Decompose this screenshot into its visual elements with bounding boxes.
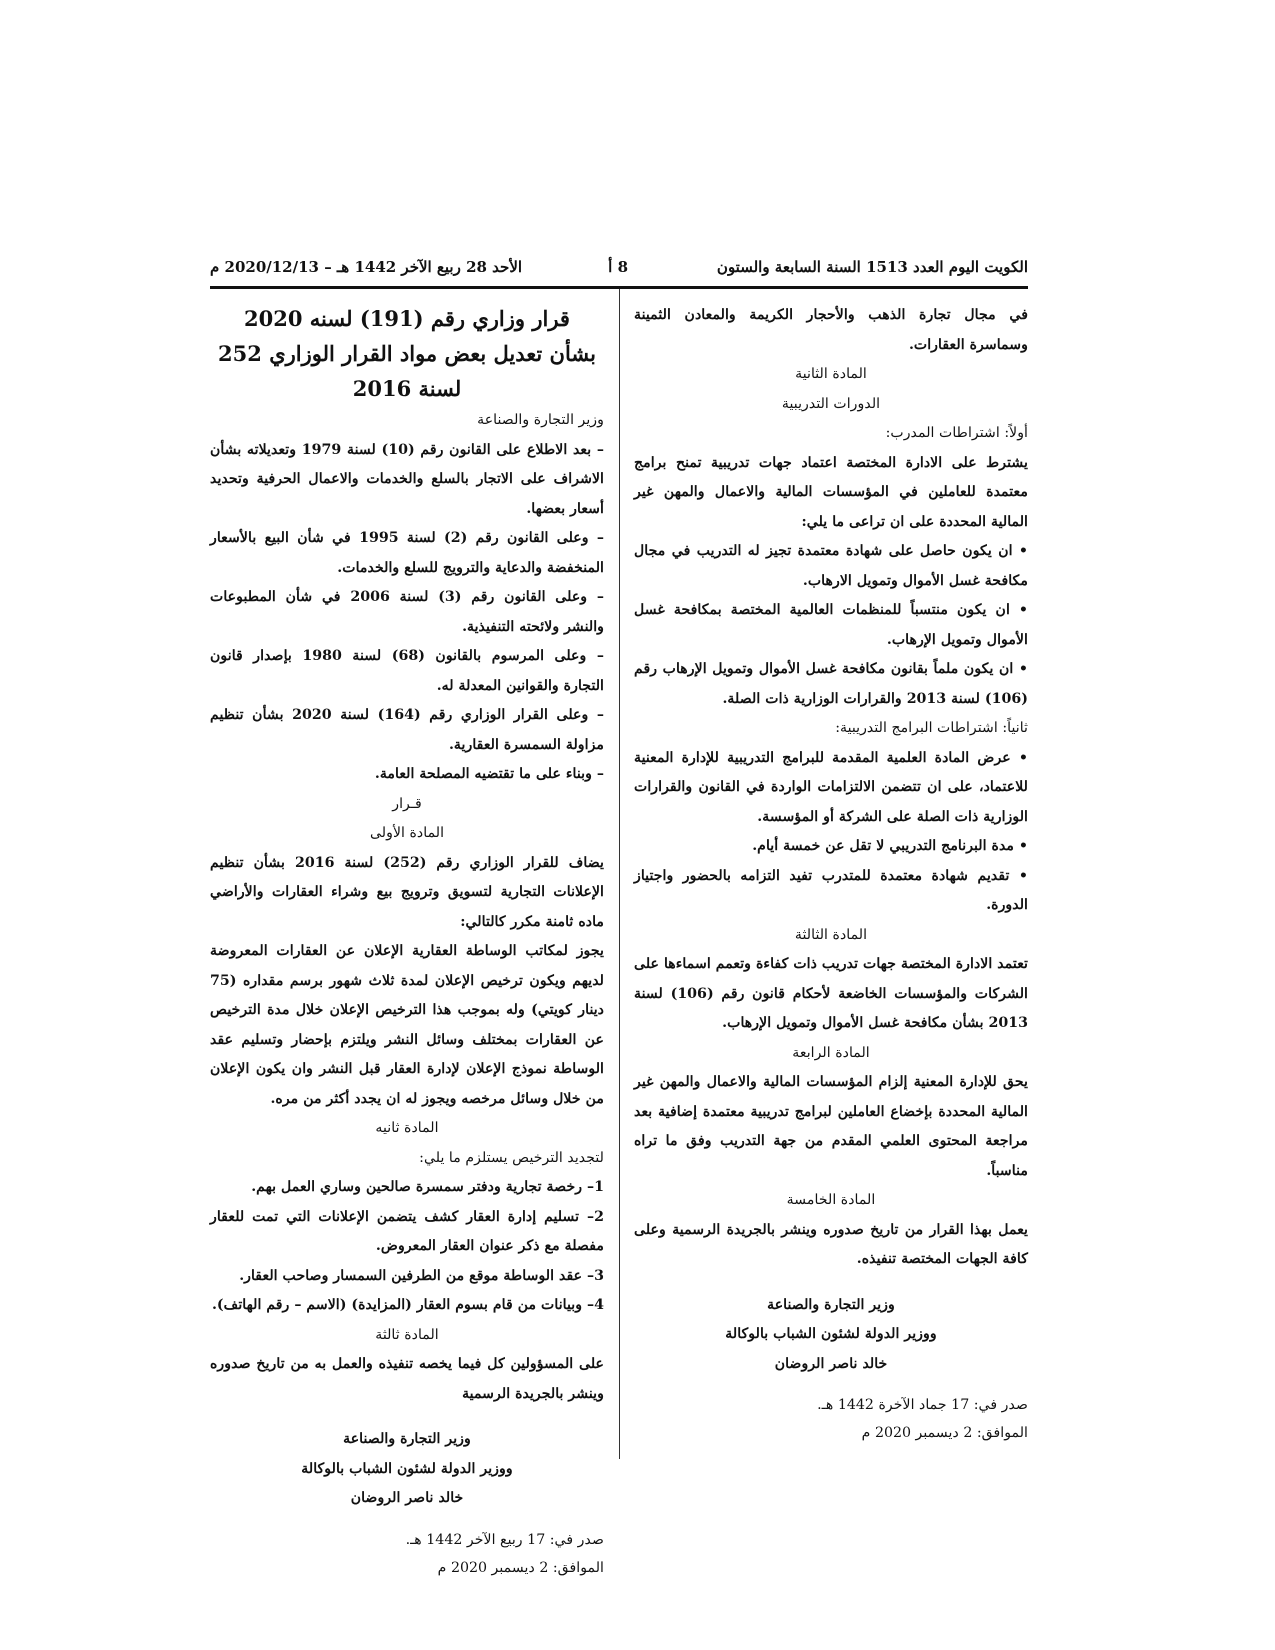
paragraph: – وعلى القانون رقم (3) لسنة 2006 في شأن المطبوعات والنشر ولائحته التنفيذية. — [210, 589, 604, 635]
left-dates — [210, 1526, 604, 1582]
paragraph: 4– وبيانات من قام بسوم العقار (المزايدة) (الاسم – رقم الهاتف). — [211, 1297, 604, 1313]
paragraph: لتجديد الترخيص يستلزم ما يلي: — [419, 1149, 604, 1166]
columns — [210, 289, 1028, 1576]
header-issue: الكويت اليوم العدد 1513 السنة السابعة والستون — [716, 258, 1028, 276]
signature-title-2: ووزير الدولة لشئون الشباب بالوكالة — [725, 1326, 937, 1342]
signature-name: خالد ناصر الروضان — [350, 1490, 464, 1506]
signature-title: وزير التجارة والصناعة — [343, 1431, 471, 1447]
paragraph: يضاف للقرار الوزاري رقم (252) لسنة 2016 بشأن تنظيم الإعلانات التجارية لتسويق وترويج بيع وشراء العقارات والأراضي ماده ثامنة مكرر كالتالي: — [210, 854, 604, 930]
paragraph: • تقديم شهادة معتمدة للمتدرب تفيد التزامه بالحضور واجتياز الدورة. — [634, 867, 1028, 913]
gazette-page — [210, 256, 1028, 1576]
left-column-body — [210, 406, 604, 1409]
article-heading: المادة الثالثة — [794, 926, 868, 943]
article-heading: المادة ثالثة — [375, 1326, 439, 1343]
paragraph: – بعد الاطلاع على القانون رقم (10) لسنة 1979 وتعديلاته بشأن الاشراف على الاتجار بالسلع والخدمات والاعمال الحرفية وتحديد أسعار بعضها. — [210, 441, 604, 517]
paragraph: – وعلى القانون رقم (2) لسنة 1995 في شأن البيع بالأسعار المنخفضة والدعاية والترويج للسلع والخدمات. — [210, 530, 604, 576]
decree-year: لسنة 2016 — [352, 376, 462, 401]
article-heading: المادة الرابعة — [792, 1044, 870, 1061]
signature-title: وزير التجارة والصناعة — [767, 1296, 895, 1313]
paragraph: • ان يكون منتسباً للمنظمات العالمية المختصة بمكافحة غسل الأموال وتمويل الإرهاب. — [634, 602, 1028, 648]
header-date: الأحد 28 ربيع الآخر 1442 هـ – 2020/12/13 م — [210, 258, 523, 276]
paragraph: وزير التجارة والصناعة — [477, 412, 604, 428]
paragraph: 2– تسليم إدارة العقار كشف يتضمن الإعلانات التي تمت للعقار مفصلة مع ذكر عنوان العقار المعروض. — [210, 1208, 604, 1254]
right-dates — [634, 1391, 1028, 1447]
paragraph: يحق للإدارة المعنية إلزام المؤسسات المالية والاعمال والمهن غير المالية المحددة بإخضاع العاملين لبرامج تدريبية معتمدة إضافية بعد مراجعة المحتوى العلمي المقدم من جهة التدريب وفق ما تراه مناسباً. — [634, 1074, 1028, 1179]
paragraph: – وعلى المرسوم بالقانون (68) لسنة 1980 بإصدار قانون التجارة والقوانين المعدلة له. — [210, 648, 604, 694]
paragraph: 1– رخصة تجارية ودفتر سمسرة صالحين وساري العمل بهم. — [251, 1179, 604, 1195]
signature-title-2: ووزير الدولة لشئون الشباب بالوكالة — [301, 1460, 513, 1477]
paragraph: يجوز لمكاتب الوساطة العقارية الإعلان عن العقارات المعروضة لديهم ويكون ترخيص الإعلان لمدة ثلاث شهور برسم مقداره (75 دينار كويتي) وله بموجب هذا الترخيص الإعلان خلال مدة الترخيص عن العقارات بمختلف وسائل النشر ويلتزم بإحضار وتسليم عقد الوساطة نموذج الإعلان لإدارة العقار قبل النشر وان يكون الإعلان من خلال وسائل مرخصه ويجوز له ان يجدد أكثر من مره. — [210, 943, 604, 1107]
paragraph: تعتمد الادارة المختصة جهات تدريب ذات كفاءة وتعمم اسماءها على الشركات والمؤسسات الخاضعة لأحكام قانون رقم (106) لسنة 2013 بشأن مكافحة غسل الأموال وتمويل الإرهاب. — [634, 956, 1028, 1031]
corresponding-date: الموافق: 2 ديسمبر 2020 م — [861, 1425, 1028, 1441]
paragraph: – وبناء على ما تقتضيه المصلحة العامة. — [374, 766, 604, 782]
paragraph: يشترط على الادارة المختصة اعتماد جهات تدريبية تمنح برامج معتمدة للعاملين في المؤسسات المالية والاعمال والمهن غير المالية المحددة على ان تراعى ما يلي: — [634, 454, 1028, 530]
column-divider — [619, 289, 620, 1459]
paragraph: يعمل بهذا القرار من تاريخ صدوره وينشر بالجريدة الرسمية وعلى كافة الجهات المختصة تنفيذه. — [634, 1221, 1028, 1267]
issued-date: صدر في: 17 ربيع الآخر 1442 هـ. — [405, 1531, 604, 1548]
paragraph: • ان يكون حاصل على شهادة معتمدة تجيز له التدريب في مجال مكافحة غسل الأموال وتمويل الارهاب. — [634, 543, 1028, 589]
paragraph: • ان يكون ملماً بقانون مكافحة غسل الأموال وتمويل الإرهاب رقم (106) لسنة 2013 والقرارات الوزارية ذات الصلة. — [634, 661, 1028, 707]
article-heading: المادة الثانية — [795, 366, 867, 382]
signature-name: خالد ناصر الروضان — [774, 1355, 888, 1372]
issued-date: صدر في: 17 جماد الآخرة 1442 هـ. — [817, 1397, 1028, 1413]
header-page-number: 8 أ — [608, 258, 628, 276]
paragraph: 3– عقد الوساطة موقع من الطرفين السمسار وصاحب العقار. — [239, 1267, 604, 1284]
left-column — [210, 301, 604, 1582]
paragraph: • عرض المادة العلمية المقدمة للبرامج التدريبية للإدارة المعنية للاعتماد، على ان تتضمن الالتزامات الواردة في القانون والقرارات الوزارية ذات الصلة على الشركة أو المؤسسة. — [634, 749, 1028, 825]
paragraph: – وعلى القرار الوزاري رقم (164) لسنة 2020 بشأن تنظيم مزاولة السمسرة العقارية. — [210, 707, 605, 753]
right-signature — [634, 1291, 1028, 1380]
article-heading: الدورات التدريبية — [781, 395, 881, 412]
right-column-body — [634, 301, 1028, 1275]
corresponding-date: الموافق: 2 ديسمبر 2020 م — [437, 1559, 604, 1576]
left-signature — [210, 1425, 604, 1514]
paragraph: أولاً: اشتراطات المدرب: — [885, 425, 1028, 441]
article-heading: قـرار — [392, 795, 422, 812]
article-heading: المادة ثانيه — [375, 1120, 439, 1136]
page-header — [210, 256, 1028, 289]
decree-subtitle: بشأن تعديل بعض مواد القرار الوزاري 252 — [218, 341, 596, 366]
paragraph: ثانياً: اشتراطات البرامج التدريبية: — [835, 720, 1028, 736]
article-heading: المادة الأولى — [369, 825, 445, 841]
paragraph: • مدة البرنامج التدريبي لا تقل عن خمسة أيام. — [752, 838, 1028, 854]
paragraph: في مجال تجارة الذهب والأحجار الكريمة والمعادن الثمينة وسماسرة العقارات. — [634, 307, 1028, 353]
right-column — [634, 301, 1028, 1447]
decree-title: قرار وزاري رقم (191) لسنه 2020 — [244, 306, 570, 331]
paragraph: على المسؤولين كل فيما يخصه تنفيذه والعمل به من تاريخ صدوره وينشر بالجريدة الرسمية — [210, 1356, 604, 1402]
article-heading: المادة الخامسة — [786, 1192, 876, 1208]
